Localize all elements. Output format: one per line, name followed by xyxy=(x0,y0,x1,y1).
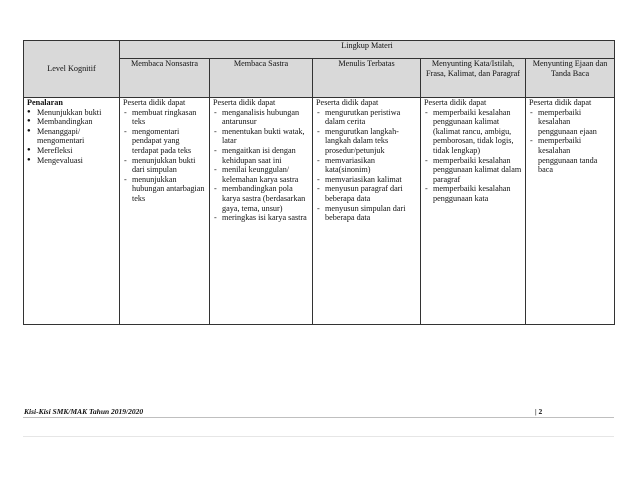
cell-item: - menunjukkan bukti dari simpulan xyxy=(123,156,206,175)
cell-membaca-sastra xyxy=(210,98,313,325)
header-membaca-nonsastra: Membaca Nonsastra xyxy=(120,59,210,98)
level-item: ● Menanggapi/ mengomentari xyxy=(27,127,116,146)
cell-intro: Peserta didik dapat xyxy=(316,98,379,107)
cell-item: - menilai keunggulan/ kelemahan karya sastra xyxy=(213,165,309,184)
cell-membaca-nonsastra xyxy=(120,98,210,325)
level-item: ● Mengevaluasi xyxy=(27,156,116,166)
cell-item: - mengomentari pendapat yang terdapat pada teks xyxy=(123,127,206,156)
footer-title: Kisi-Kisi SMK/MAK Tahun 2019/2020 xyxy=(24,407,144,416)
cell-intro: Peserta didik dapat xyxy=(424,98,487,107)
header-lingkup-materi: Lingkup Materi xyxy=(120,41,615,59)
cell-intro: Peserta didik dapat xyxy=(529,98,592,107)
cell-menulis-terbatas xyxy=(313,98,421,325)
cell-item: - memperbaiki kesalahan penggunaan ejaan xyxy=(529,108,611,137)
header-menyunting-ejaan: Menyunting Ejaan dan Tanda Baca xyxy=(526,59,615,98)
level-item: ● Merefleksi xyxy=(27,146,116,156)
cell-item: - mengurutkan peristiwa dalam cerita xyxy=(316,108,417,127)
cell-list xyxy=(529,108,611,175)
header-level-kognitif: Level Kognitif xyxy=(24,41,120,98)
header-menyunting-kata: Menyunting Kata/Istilah, Frasa, Kalimat, dan Paragraf xyxy=(421,59,526,98)
cell-intro: Peserta didik dapat xyxy=(123,98,186,107)
cell-item: - membuat ringkasan teks xyxy=(123,108,206,127)
cell-list xyxy=(213,108,309,223)
level-list xyxy=(27,108,116,166)
level-title: Penalaran xyxy=(27,98,63,107)
cell-item: - memperbaiki kesalahan penggunaan kalimat (kalimat rancu, ambigu, pemborosan, tidak logis, tidak lengkap) xyxy=(424,108,522,156)
cell-list xyxy=(316,108,417,223)
level-cell xyxy=(24,98,120,325)
cell-menyunting-kata xyxy=(421,98,526,325)
cell-item: - mengurutkan langkah-langkah dalam teks prosedur/petunjuk xyxy=(316,127,417,156)
footer-divider xyxy=(23,417,614,418)
cell-item: - memperbaiki kesalahan penggunaan kalimat dalam paragraf xyxy=(424,156,522,185)
cell-intro: Peserta didik dapat xyxy=(213,98,276,107)
page-bottom-divider xyxy=(23,436,614,437)
cell-item: - membandingkan pola karya sastra (berdasarkan gaya, tema, unsur) xyxy=(213,184,309,213)
cell-item: - menyusun paragraf dari beberapa data xyxy=(316,184,417,203)
kisi-kisi-table xyxy=(23,40,615,325)
cell-item: - menunjukkan hubungan antarbagian teks xyxy=(123,175,206,204)
cell-item: - memperbaiki kesalahan penggunaan kata xyxy=(424,184,522,203)
cell-item: - meringkas isi karya sastra xyxy=(213,213,309,223)
cell-item: - mengaitkan isi dengan kehidupan saat ini xyxy=(213,146,309,165)
cell-item: - menentukan bukti watak, latar xyxy=(213,127,309,146)
cell-item: - memvariasikan kalimat xyxy=(316,175,417,185)
cell-item: - memperbaiki kesalahan penggunaan tanda baca xyxy=(529,136,611,174)
header-menulis-terbatas: Menulis Terbatas xyxy=(313,59,421,98)
header-membaca-sastra: Membaca Sastra xyxy=(210,59,313,98)
cell-list xyxy=(123,108,206,204)
cell-item: - menganalisis hubungan antarunsur xyxy=(213,108,309,127)
level-item: ● Menunjukkan bukti xyxy=(27,108,116,118)
cell-item: - menyusun simpulan dari beberapa data xyxy=(316,204,417,223)
page-number: | 2 xyxy=(535,407,543,416)
cell-menyunting-ejaan xyxy=(526,98,615,325)
cell-list xyxy=(424,108,522,204)
cell-item: - memvariasikan kata(sinonim) xyxy=(316,156,417,175)
level-item: ● Membandingkan xyxy=(27,117,116,127)
